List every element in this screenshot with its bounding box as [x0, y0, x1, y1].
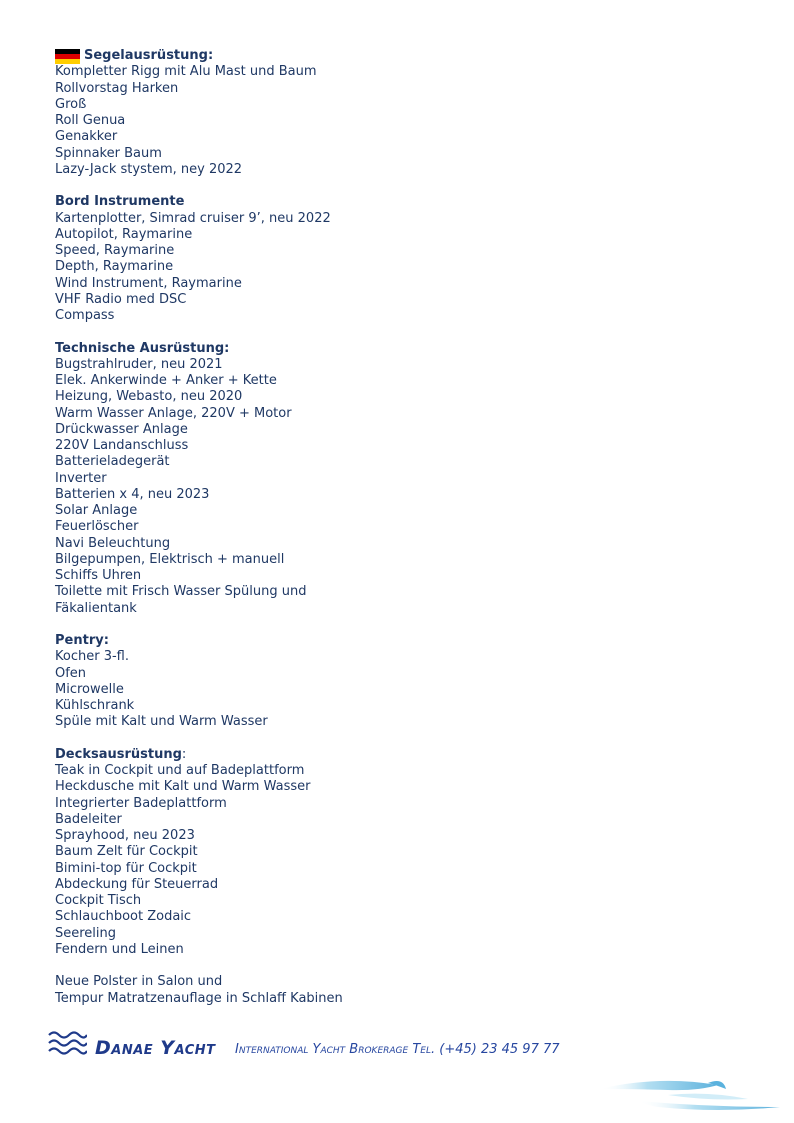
- section-heading-text: Pentry:: [55, 633, 109, 648]
- list-item: 220V Landanschluss: [55, 438, 189, 453]
- list-item: Sprayhood, neu 2023: [55, 828, 195, 843]
- section-heading: [55, 341, 675, 357]
- list-item: Lazy-Jack stystem, ney 2022: [55, 161, 243, 177]
- wave-watermark-icon: [598, 1073, 788, 1113]
- list-item: Tempur Matratzenauflage in Schlaff Kabinen: [55, 990, 343, 1006]
- list-item: Ofen: [55, 665, 87, 681]
- list-item: Feuerlöscher: [55, 519, 139, 535]
- list-item: Compass: [55, 308, 115, 323]
- section-heading: [55, 194, 675, 210]
- list-item: Fendern und Leinen: [55, 941, 184, 957]
- section-heading-text: Segelausrüstung:: [84, 48, 214, 63]
- list-item: Kühlschrank: [55, 698, 135, 713]
- list-item: Wind Instrument, Raymarine: [55, 275, 242, 291]
- list-item: Genakker: [55, 129, 118, 145]
- section-heading-text: Bord Instrumente: [55, 194, 185, 210]
- list-item: Schlauchboot Zodaic: [55, 909, 192, 925]
- list-item: Abdeckung für Steuerrad: [55, 876, 219, 892]
- list-item: Baum Zelt für Cockpit: [55, 844, 198, 860]
- list-item: Bilgepumpen, Elektrisch + manuell: [55, 551, 285, 567]
- blank-line: [55, 731, 675, 747]
- list-item: Batterieladegerät: [55, 454, 170, 470]
- blank-line: [55, 178, 675, 194]
- list-item: Bugstrahlruder, neu 2021: [55, 356, 223, 372]
- list-item: Rollvorstag Harken: [55, 80, 179, 96]
- list-item: Drückwasser Anlage: [55, 421, 188, 437]
- section-heading: [55, 48, 675, 64]
- list-item: Depth, Raymarine: [55, 259, 174, 275]
- list-item: Inverter: [55, 470, 107, 486]
- list-item: Navi Beleuchtung: [55, 535, 171, 551]
- list-item: Fäkalientank: [55, 600, 137, 616]
- list-item: Batterien x 4, neu 2023: [55, 486, 210, 502]
- list-item: Toilette mit Frisch Wasser Spülung und: [55, 584, 307, 600]
- brokerage-tagline: International Yacht Brokerage Tel. (+45) 23 45 97 77: [235, 1042, 560, 1057]
- section-heading: [55, 747, 675, 763]
- list-item: Heckdusche mit Kalt und Warm Wasser: [55, 779, 311, 795]
- list-item: VHF Radio med DSC: [55, 291, 187, 307]
- list-item: Integrierter Badeplattform: [55, 795, 227, 811]
- german-flag-icon: [55, 49, 80, 64]
- blank-line: [55, 958, 675, 974]
- blank-line: [55, 324, 675, 340]
- list-item: Solar Anlage: [55, 503, 138, 518]
- equipment-list: [55, 48, 675, 1007]
- section-heading-text: Decksausrüstung: [55, 746, 182, 762]
- list-item: Elek. Ankerwinde + Anker + Kette: [55, 373, 277, 388]
- footer: [47, 1025, 687, 1061]
- list-item: Schiffs Uhren: [55, 568, 142, 583]
- list-item: Kompletter Rigg mit Alu Mast und Baum: [55, 64, 317, 80]
- waves-logo-icon: [47, 1027, 87, 1057]
- list-item: Neue Polster in Salon und: [55, 974, 223, 990]
- section-heading-text: Technische Ausrüstung:: [55, 340, 230, 356]
- blank-line: [55, 617, 675, 633]
- brand-name: Danae Yacht: [95, 1037, 216, 1059]
- list-item: Roll Genua: [55, 113, 126, 128]
- list-item: Teak in Cockpit und auf Badeplattform: [55, 763, 305, 778]
- list-item: Spüle mit Kalt und Warm Wasser: [55, 714, 268, 730]
- list-item: Heizung, Webasto, neu 2020: [55, 389, 243, 405]
- list-item: Cockpit Tisch: [55, 893, 142, 908]
- list-item: Bimini-top für Cockpit: [55, 860, 197, 876]
- section-heading: [55, 633, 675, 649]
- list-item: Speed, Raymarine: [55, 243, 175, 258]
- list-item: Seereling: [55, 925, 117, 941]
- list-item: Badeleiter: [55, 811, 122, 827]
- list-item: Spinnaker Baum: [55, 145, 162, 161]
- list-item: Kartenplotter, Simrad cruiser 9’, neu 2022: [55, 210, 331, 226]
- list-item: Kocher 3-fl.: [55, 649, 129, 665]
- list-item: Autopilot, Raymarine: [55, 226, 193, 242]
- section-heading-suffix: :: [181, 746, 187, 762]
- list-item: Microwelle: [55, 681, 124, 697]
- list-item: Warm Wasser Anlage, 220V + Motor: [55, 405, 292, 421]
- list-item: Groß: [55, 96, 87, 112]
